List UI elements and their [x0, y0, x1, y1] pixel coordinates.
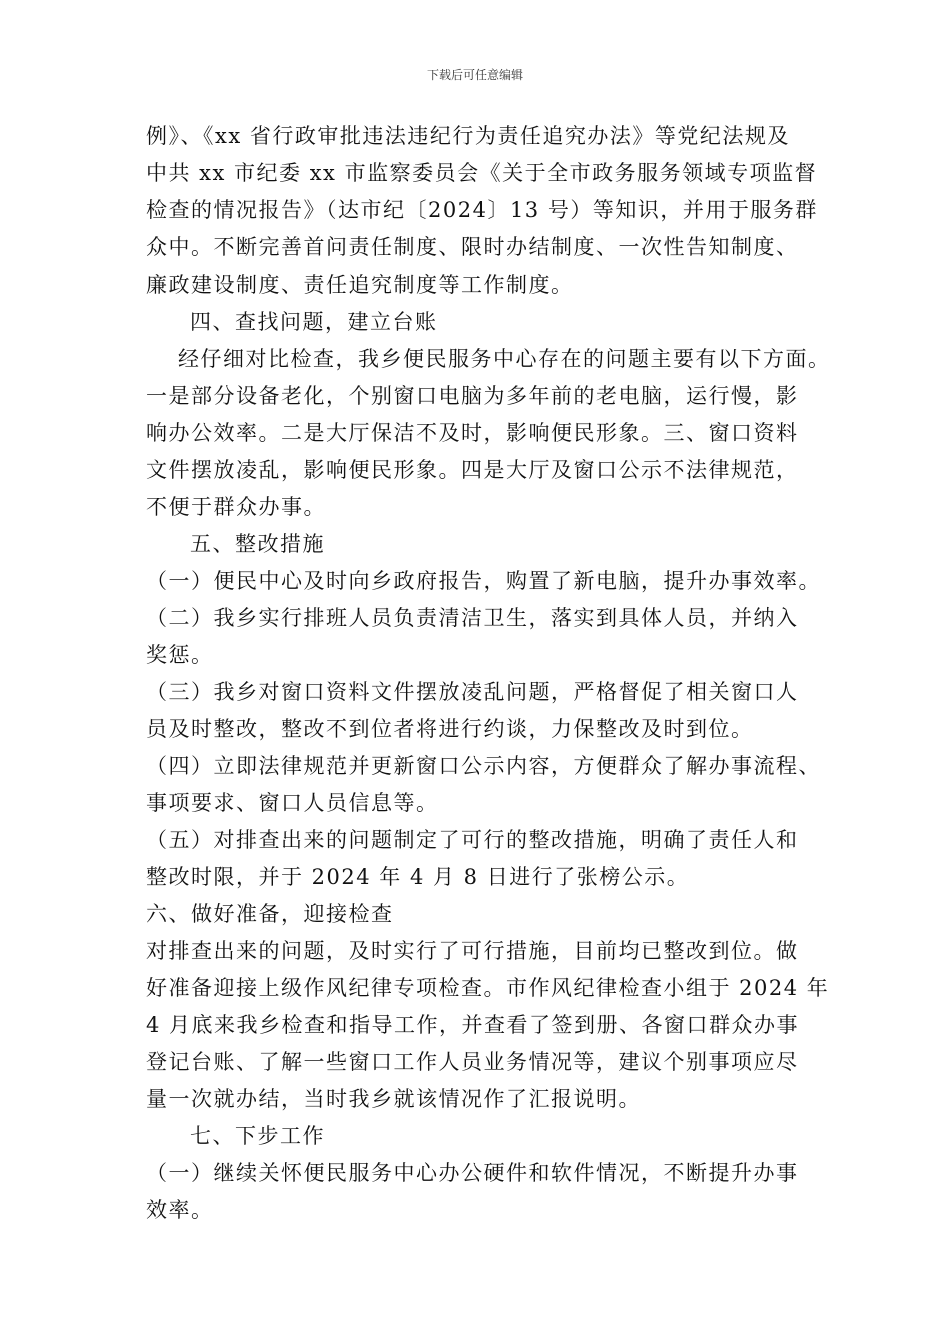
body-line: 对排查出来的问题，及时实行了可行措施，目前均已整改到位。做: [146, 939, 799, 963]
body-line: 文件摆放凌乱，影响便民形象。四是大厅及窗口公示不法律规范，: [146, 458, 799, 482]
section-heading: 五、整改措施: [190, 532, 325, 556]
body-line: （一）继续关怀便民服务中心办公硬件和软件情况，不断提升办事: [146, 1161, 799, 1185]
body-line: （四）立即法律规范并更新窗口公示内容，方便群众了解办事流程、: [146, 754, 821, 778]
body-line: 例》、《xx 省行政审批违法违纪行为责任追究办法》等党纪法规及: [146, 124, 790, 148]
body-line: 众中。不断完善首问责任制度、限时办结制度、一次性告知制度、: [146, 235, 799, 259]
body-line: 中共 xx 市纪委 xx 市监察委员会《关于全市政务服务领域专项监督: [146, 161, 818, 185]
body-line: 整改时限，并于 2024 年 4 月 8 日进行了张榜公示。: [146, 865, 690, 889]
body-line: （一）便民中心及时向乡政府报告，购置了新电脑，提升办事效率。: [146, 569, 821, 593]
section-heading: 四、查找问题，建立台账: [190, 310, 438, 334]
body-line: 廉政建设制度、责任追究制度等工作制度。: [146, 273, 574, 297]
body-line: 检查的情况报告》（达市纪〔2024〕13 号）等知识，并用于服务群: [146, 198, 818, 222]
body-line: （二）我乡实行排班人员负责清洁卫生，落实到具体人员，并纳入: [146, 606, 799, 630]
body-line: （三）我乡对窗口资料文件摆放凌乱问题，严格督促了相关窗口人: [146, 680, 799, 704]
body-line: （五）对排查出来的问题制定了可行的整改措施，明确了责任人和: [146, 828, 799, 852]
body-line: 不便于群众办事。: [146, 495, 326, 519]
body-line: 事项要求、窗口人员信息等。: [146, 791, 439, 815]
body-line: 响办公效率。二是大厅保洁不及时，影响便民形象。三、窗口资料: [146, 421, 799, 445]
header-note: 下载后可任意编辑: [426, 68, 523, 82]
body-line: 奖惩。: [146, 643, 214, 667]
section-heading: 七、下步工作: [190, 1124, 325, 1148]
body-line: 效率。: [146, 1198, 214, 1222]
section-heading: 六、做好准备，迎接检查: [146, 902, 394, 926]
body-line: 登记台账、了解一些窗口工作人员业务情况等，建议个别事项应尽: [146, 1050, 799, 1074]
body-line: 量一次就办结，当时我乡就该情况作了汇报说明。: [146, 1087, 641, 1111]
body-line: 一是部分设备老化，个别窗口电脑为多年前的老电脑，运行慢，影: [146, 384, 799, 408]
body-line: 好准备迎接上级作风纪律专项检查。市作风纪律检查小组于 2024 年: [146, 976, 830, 1000]
body-line: 4 月底来我乡检查和指导工作，并查看了签到册、各窗口群众办事: [146, 1013, 800, 1037]
body-line: 员及时整改，整改不到位者将进行约谈，力保整改及时到位。: [146, 717, 754, 741]
body-line: 经仔细对比检查，我乡便民服务中心存在的问题主要有以下方面。: [178, 347, 831, 371]
